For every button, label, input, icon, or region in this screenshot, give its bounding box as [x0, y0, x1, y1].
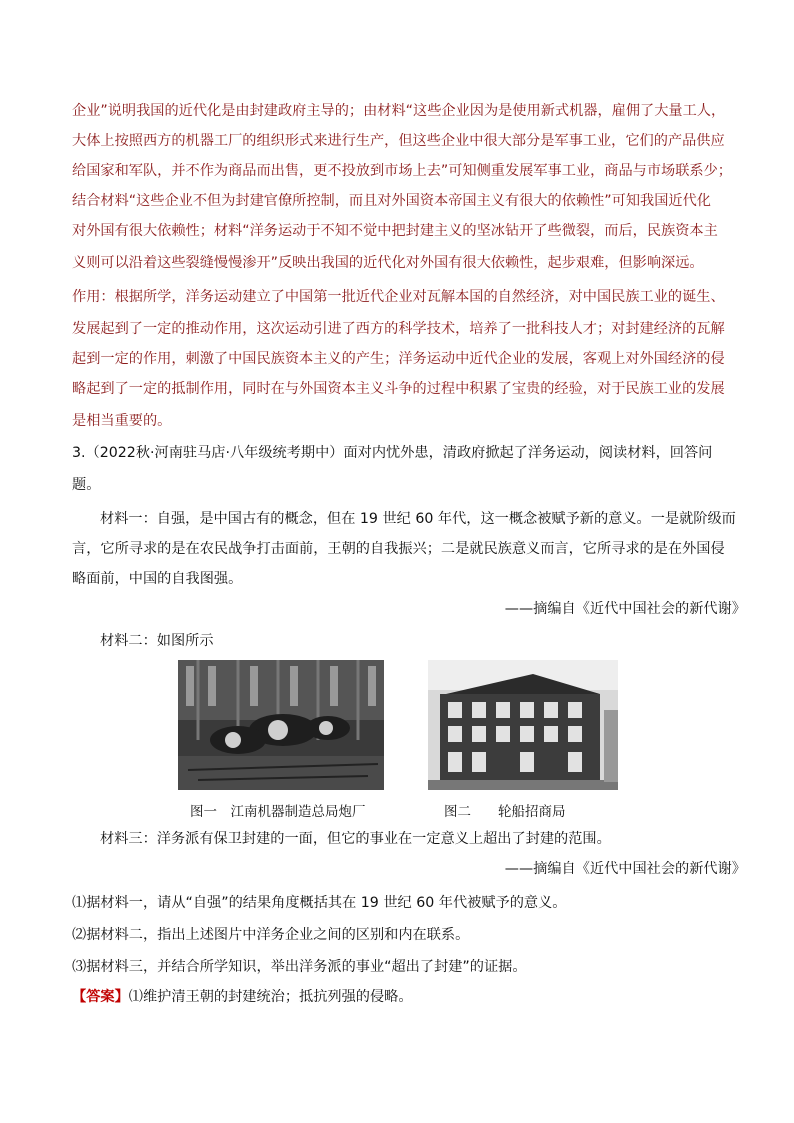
material-three-source: ——摘编自《近代中国社会的新代谢》 — [504, 861, 746, 877]
sub-question-2: ⑵据材料二，指出上述图片中洋务企业之间的区别和内在联系。 — [72, 927, 470, 943]
answer-text: ⑴维护清王朝的封建统治；抵抗列强的侵略。 — [128, 989, 413, 1005]
answer-tag: 【答案】 — [72, 989, 129, 1005]
answer-line: 略起到了一定的抵制作用，同时在与外国资本主义斗争的过程中积累了宝贵的经验，对于民族工业的发展 — [72, 381, 725, 397]
figure-one-caption: 图一 江南机器制造总局炮厂 — [190, 804, 366, 820]
material-three: 材料三：洋务派有保卫封建的一面，但它的事业在一定意义上超出了封建的范围。 — [100, 831, 611, 847]
answer-line: 义则可以沿着这些裂缝慢慢渗开”反映出我国的近代化对外国有很大依赖性，起步艰难，但影响深远。 — [72, 255, 704, 271]
merchants-building-photo — [428, 660, 618, 790]
material-two-label: 材料二：如图所示 — [100, 633, 214, 649]
answer-line: 起到一定的作用，刺激了中国民族资本主义的产生；洋务运动中近代企业的发展，客观上对外国经济的侵 — [72, 351, 725, 367]
material-one-source: ——摘编自《近代中国社会的新代谢》 — [504, 601, 746, 617]
arsenal-photo — [178, 660, 384, 790]
answer-line: 企业”说明我国的近代化是由封建政府主导的；由材料“这些企业因为是使用新式机器，雇佣了大量工人， — [72, 103, 726, 119]
answer-line: 是相当重要的。 — [72, 413, 172, 429]
question-stem: 3.（2022秋·河南驻马店·八年级统考期中）面对内忧外患，清政府掀起了洋务运动，阅读材料，回答问 — [72, 445, 713, 461]
answer-line — [72, 986, 732, 1008]
material-one-line: 略面前，中国的自我图强。 — [72, 571, 243, 587]
material-one-line: 言，它所寻求的是在农民战争打击面前，王朝的自我振兴；二是就民族意义而言，它所寻求的是在外国侵 — [72, 541, 725, 557]
answer-line: 结合材料“这些企业不但为封建官僚所控制，而且对外国资本帝国主义有很大的依赖性”可知我国近代化 — [72, 193, 711, 209]
answer-line: 大体上按照西方的机器工厂的组织形式来进行生产，但这些企业中很大部分是军事工业，它们的产品供应 — [72, 133, 725, 149]
figure-two-caption: 图二 轮船招商局 — [444, 804, 566, 820]
sub-question-3: ⑶据材料三，并结合所学知识，举出洋务派的事业“超出了封建”的证据。 — [72, 959, 527, 975]
question-stem: 题。 — [72, 477, 101, 493]
material-one-line: 材料一：自强，是中国古有的概念，但在 19 世纪 60 年代，这一概念被赋予新的意义。一是就阶级而 — [100, 511, 736, 527]
answer-line: 给国家和军队，并不作为商品而出售，更不投放到市场上去”可知侧重发展军事工业，商品与市场联系少； — [72, 163, 732, 179]
sub-question-1: ⑴据材料一，请从“自强”的结果角度概括其在 19 世纪 60 年代被赋予的意义。 — [72, 895, 567, 911]
answer-line: 对外国有很大依赖性；材料“洋务运动于不知不觉中把封建主义的坚冰钻开了些微裂，而后，民族资本主 — [72, 223, 718, 239]
answer-line: 作用：根据所学，洋务运动建立了中国第一批近代企业对瓦解本国的自然经济，对中国民族工业的诞生、 — [72, 289, 725, 305]
answer-line: 发展起到了一定的推动作用，这次运动引进了西方的科学技术，培养了一批科技人才；对封建经济的瓦解 — [72, 321, 725, 337]
